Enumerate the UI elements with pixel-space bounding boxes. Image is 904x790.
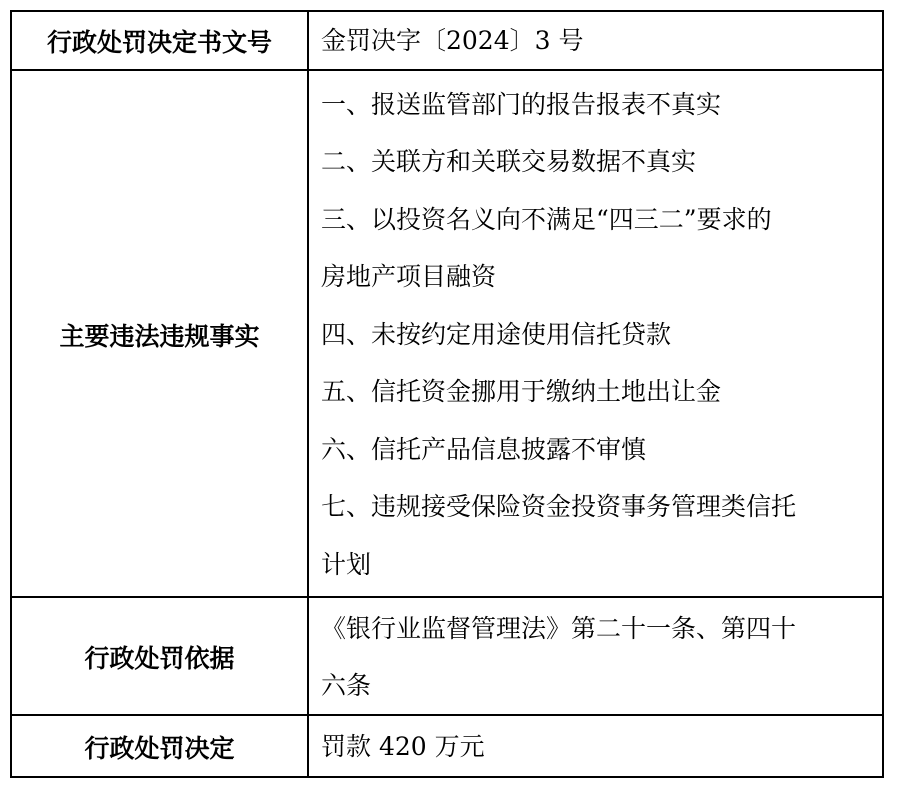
basis-line: 《银行业监督管理法》第二十一条、第四十 [321, 613, 797, 643]
value-line: 金罚决字〔2024〕3 号 [321, 26, 584, 55]
value-decision-number [309, 12, 882, 69]
fact-line: 房地产项目融资 [321, 262, 497, 292]
row-decision-number [12, 12, 882, 69]
label-penalty-basis: 行政处罚依据 [12, 598, 309, 716]
fact-line: 二、关联方和关联交易数据不真实 [321, 147, 697, 177]
value-penalty-decision [309, 716, 882, 778]
basis-line: 六条 [321, 671, 372, 700]
decision-line: 罚款 420 万元 [321, 732, 485, 761]
row-violation-facts [12, 69, 882, 598]
fact-line: 四、未按约定用途使用信托贷款 [321, 319, 672, 349]
row-penalty-basis [12, 596, 882, 716]
fact-line: 计划 [321, 549, 372, 579]
label-violation-facts: 主要违法违规事实 [12, 71, 309, 598]
value-penalty-basis [309, 598, 882, 716]
fact-line: 五、信托资金挪用于缴纳土地出让金 [321, 377, 722, 407]
penalty-table [10, 10, 884, 778]
fact-line: 六、信托产品信息披露不审慎 [321, 434, 647, 464]
fact-line: 七、违规接受保险资金投资事务管理类信托 [321, 492, 797, 522]
fact-line: 三、以投资名义向不满足“四三二”要求的 [321, 204, 772, 234]
label-penalty-decision: 行政处罚决定 [12, 716, 309, 778]
row-penalty-decision [12, 714, 882, 778]
label-decision-number: 行政处罚决定书文号 [12, 12, 309, 69]
value-violation-facts [309, 71, 882, 598]
fact-line: 一、报送监管部门的报告报表不真实 [321, 89, 722, 119]
